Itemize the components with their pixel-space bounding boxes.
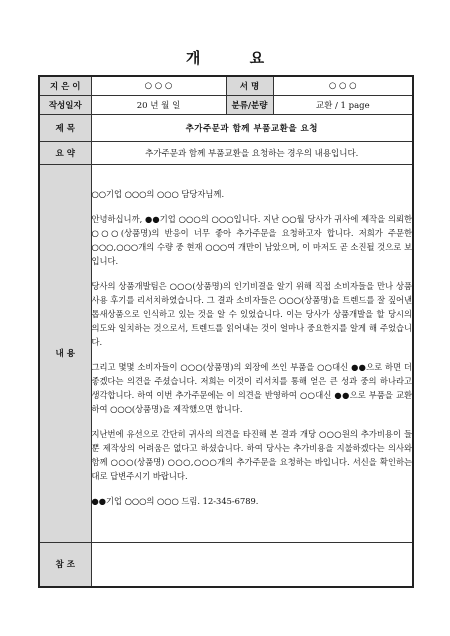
date-label: 작성일자 xyxy=(39,95,91,114)
content-paragraph: ●●기업 ○○○의 ○○○ 드림. 12-345-6789. xyxy=(91,496,259,506)
subject-label: 제 목 xyxy=(39,114,91,141)
summary-label: 요 약 xyxy=(39,141,91,164)
content-paragraph: 그리고 몇몇 소비자들이 ○○○(상품명)의 외장에 쓰인 부품을 ○○대신 ●●으로 하면 더 좋겠다는 의견을 주셨습니다. 저희는 이것이 리서치를 통해 얻은 큰 성과 중의 하나라고 생각합니다. 하여 이번 추가주문에는 이 의견을 반영하여 ○○대신 ●●으로 부품을 교환하여 ○○○(상품명)을 제작했으면 합니다. xyxy=(91,362,412,414)
date-value: 20 년 월 일 xyxy=(91,95,226,114)
content-paragraph: ○○기업 ○○○의 ○○○ 담당자님께. xyxy=(91,189,225,199)
content-paragraph: 당사의 상품개발팀은 ○○○(상품명)의 인기비결을 알기 위해 직접 소비자들을 만나 상품 사용 후기를 리서치하였습니다. 그 결과 소비자들은 ○○○(상품명)을 트렌드를 잘 짚어낸 톱새상품으로 인식하고 있는 것을 알 수 있었습니다. 이는 당사가 상품개발을 할 당시의 의도와 일치하는 것으로서, 트렌드를 읽어내는 것이 얼마나 중요한지를 알게 해 주었습니다. xyxy=(91,281,412,347)
author-label: 지 은 이 xyxy=(39,76,91,95)
reference-value xyxy=(91,542,413,587)
category-value: 교환 / 1 page xyxy=(273,95,413,114)
content-paragraph: 지난번에 유선으로 간단히 귀사의 의견을 타진해 본 결과 개당 ○○○원의 추가비용이 들 뿐 제작상의 어려움은 없다고 하셨습니다. 하여 당사는 추가비용을 지불하겠다는 의사와 함께 ○○○(상품명) ○○○,○○○개의 추가주문을 요청하는 바입니다. 서신을 확인하는 대로 답변주시기 바랍니다. xyxy=(91,429,412,481)
category-label: 분류/분량 xyxy=(226,95,273,114)
reference-label: 참 조 xyxy=(39,542,91,587)
subject-value: 추가주문과 함께 부품교환을 요청 xyxy=(91,114,413,141)
summary-value: 추가주문과 함께 부품교환을 요청하는 경우의 내용입니다. xyxy=(91,141,413,164)
sign-value: ○ ○ ○ xyxy=(273,76,413,95)
author-value: ○ ○ ○ xyxy=(91,76,226,95)
content-paragraph: 안녕하십니까, ●●기업 ○○○의 ○○○입니다. 지난 ○○월 당사가 귀사에 제작을 의뢰한 ○○○(상품명)의 반응이 너무 좋아 추가주문을 요청하고자 합니다. 저희가 주문한 ○○○,○○○개의 수량 중 현재 ○○○여 개만이 남았으며, 이 마저도 곧 소진될 것으로 보입니다. xyxy=(91,214,412,266)
summary-form-table xyxy=(38,75,414,588)
document-title: 개 요 xyxy=(185,49,287,67)
content-body xyxy=(91,164,413,542)
sign-label: 서 명 xyxy=(226,76,273,95)
content-label: 내 용 xyxy=(39,164,91,542)
